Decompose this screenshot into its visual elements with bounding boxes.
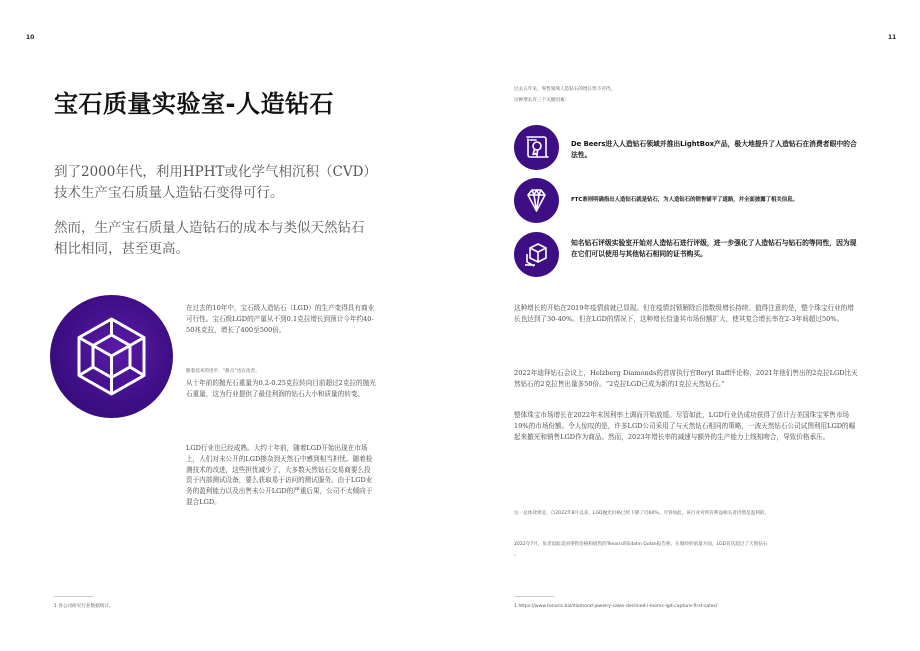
page-number-right: 11: [888, 34, 897, 41]
intro-line-2: 这种增长有三个关键因素:: [514, 98, 567, 103]
feature-text-3: 知名钻石评级实验室开始对人造钻石进行评级，进一步强化了人造钻石与钻石的等同性，因为现在它们可以使用与其他钻石相同的证书购买。: [571, 239, 857, 258]
feature-text-1: De Beers进入人造钻石领域并推出LightBox产品，极大地提升了人造钻石在消费者眼中的合法性。: [571, 140, 857, 159]
lead-paragraph-2: 然而，生产宝石质量人造钻石的成本与类似天然钻石相比相同，甚至更高。: [54, 220, 365, 257]
right-paragraph-1: 这种增长的开始在2019年疫情前就已显现。但在疫情封锁解除后指数级增长持续。值得注意的是，整个珠宝行业的增长也达到了30-40%。但在LGD的情况下，这种增长恰逢其市场份额扩大，使其复合增长率在2-3年间超过50%。: [514, 304, 854, 323]
right-paragraph-5-tail: 。: [514, 552, 519, 557]
page-number-left: 10: [26, 34, 35, 41]
footnote-right: 1 https://www.tenoris.biz/diamond-jewelry-sales-declined-i-looms-lgd-capture-first-sales/: [514, 604, 718, 609]
left-paragraph-1: 在过去的10年中，宝石级人造钻石（LGD）的生产变得具有商业可行性。宝石级LGD的产量从不到0.1克拉增长到预计今年约40-50兆克拉，增长了400至500倍。: [186, 304, 375, 334]
feature-text-2: FTC准则明确指出人造钻石就是钻石，为人造钻石的销售铺平了道路，并全面披露了相关信息。: [571, 197, 798, 203]
right-paragraph-5: 2022年7月，负责追踪美国零售价格和销售的Tenoris的Edahn Golan报告称，在微妙的销量方面，LGD首次超过了天然钻石: [514, 542, 768, 547]
certificate-scroll-icon: [514, 125, 559, 170]
right-paragraph-4: 这一总体效果是，自2022年8月以来，LGD抛光价格已经下降了近60%。尽管如此，该行业对所有利益相关者仍然是盈利的。: [514, 511, 769, 516]
left-paragraph-2: 从十年前的抛光石重量为0.2-0.25克拉转向目前超过2克拉的抛光石重量，这为行业提供了最佳利润的钻石大小和质量的转变。: [186, 379, 376, 398]
left-paragraph-2-label: 随着技术的进步，“甜点”也在改善。: [186, 369, 260, 374]
footnote-left: 1 各公司研究行业数据统计。: [54, 604, 114, 609]
page-title: 宝石质量实验室-人造钻石: [54, 90, 334, 118]
left-paragraph-3: LGD行业也已经成熟。大约十年前，随着LGD开始出现在市场上，人们对未公开的LGD掺杂到天然石中感到相当担忧。随着检测技术的改进，这些担忧减少了，大多数天然钻石交易商要么投资于内部测试设备，要么获取易于访问的测试服务。由于LGD业务的盈利能力以及出售未公开LGD的严重后果，公司不太倾向于混合LGD。: [186, 444, 373, 506]
footnote-divider-left: [54, 596, 94, 597]
footnote-divider-right: [514, 596, 554, 597]
right-paragraph-3: 整体珠宝市场增长在2022年末因利率上调而开始放缓。尽管如此，LGD行业仍成功获得了估计占美国珠宝零售市场19%的市场份额。令人惊叹的是，许多LGD公司采用了与天然钻石相同的策略，一波天然钻石公司试图利用LGD的崛起来撤光和销售LGD作为商品。然而，2023年增长率的减速与额外的生产能力上线相吻合，导致价格承压。: [514, 411, 856, 441]
right-paragraph-2: 2022年迪拜钻石会议上，Helzberg Diamonds的首席执行官Beryl Raff评论称，2021年他们售出的2克拉LGD比天然钻石的2克拉售出量多50倍。“2克拉LGD已成为新的1克拉天然钻石。”: [514, 369, 858, 388]
cube-icon: [50, 295, 173, 418]
intro-line-1: 过去五年来，零售领域人造钻石的增长势不可挡。: [514, 87, 616, 92]
cube-laboratory-icon: [514, 232, 559, 277]
lead-paragraph-1: 到了2000年代，利用HPHT或化学气相沉积（CVD）技术生产宝石质量人造钻石变得可行。: [54, 164, 371, 201]
diamond-icon: [514, 178, 559, 223]
